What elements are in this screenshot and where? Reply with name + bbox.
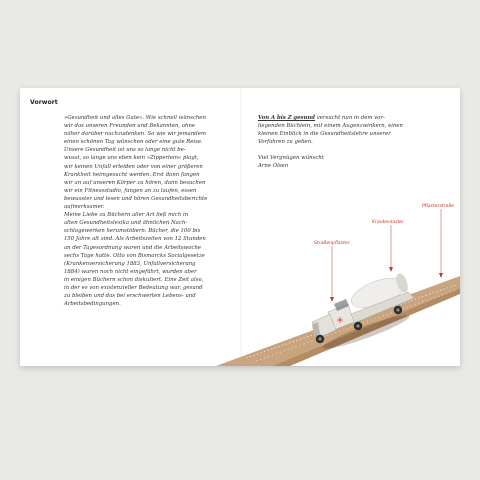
book-title-inline: Von A bis Z gesund: [258, 115, 316, 121]
signoff-author: Arne Olsen: [258, 163, 289, 170]
callout-label-left: Straßenpflaster: [314, 241, 350, 246]
callout-leaders: [216, 198, 460, 278]
callout-label-krankenlaster: Krankenlaster: [372, 220, 405, 225]
book-spread: [20, 88, 460, 366]
callout-label-pflasterstrasse: Pflasterstraße: [422, 204, 455, 209]
right-column-rest: versucht nun in dem vor- liegenden Büchlein, mit einem Augenzwinkern, einen kleinen Einblick in die Gesundheitslehre unserer Vorfahren zu geben.: [258, 115, 403, 146]
right-column-text: [258, 114, 434, 171]
left-column-text: »Gesundheit und alles Gute«. Wie schnell wünschen wir das unseren Freunden und Bekannten, ohne näher darüber nachzudenken. So wie wir jemandem einen schönen Tag wünschen oder eine gute Reise. Unsere Gesundheit ist uns so lange nicht be- wusst, so lange uns eben kein »Zipperlein« plagt, wir keinen Unfall erleiden oder von einer größeren Krankheit heimgesucht werden. Erst dann fangen wir an auf unseren Körper zu hören, dann besuchen wir ein Fitnessstudio, fangen an zu laufen, essen bewusster und lesen und hören Gesundheitsberichte aufmerksamer. Meine Liebe zu Büchern aller Art ließ mich in alten Gesundheitslexika und ähnlichen Nach- schlagewerken herumstöbern. Bücher, die 100 bis 150 Jahre alt sind. Als Arbeitszeiten von 12 Stunden an der Tagesordnung waren und die Arbeitswoche sechs Tage hatte. Otto von Bismarcks Socialgesetze (Krankenversicherung 1883, Unfallversicherung 1884) waren noch nicht eingeführt, wurden aber in einigen Büchern schon diskutiert. Eine Zeit also, in der es von existenzieller Bedeutung war, gesund zu bleiben und das bei erschwerten Lebens- und Arbeitsbedingungen.: [64, 115, 208, 308]
right-column-paragraph: [258, 114, 434, 146]
section-label: Vorwort: [30, 99, 58, 106]
signoff-greeting: Viel Vergnügen wünscht: [258, 155, 324, 162]
signoff: [258, 154, 434, 170]
